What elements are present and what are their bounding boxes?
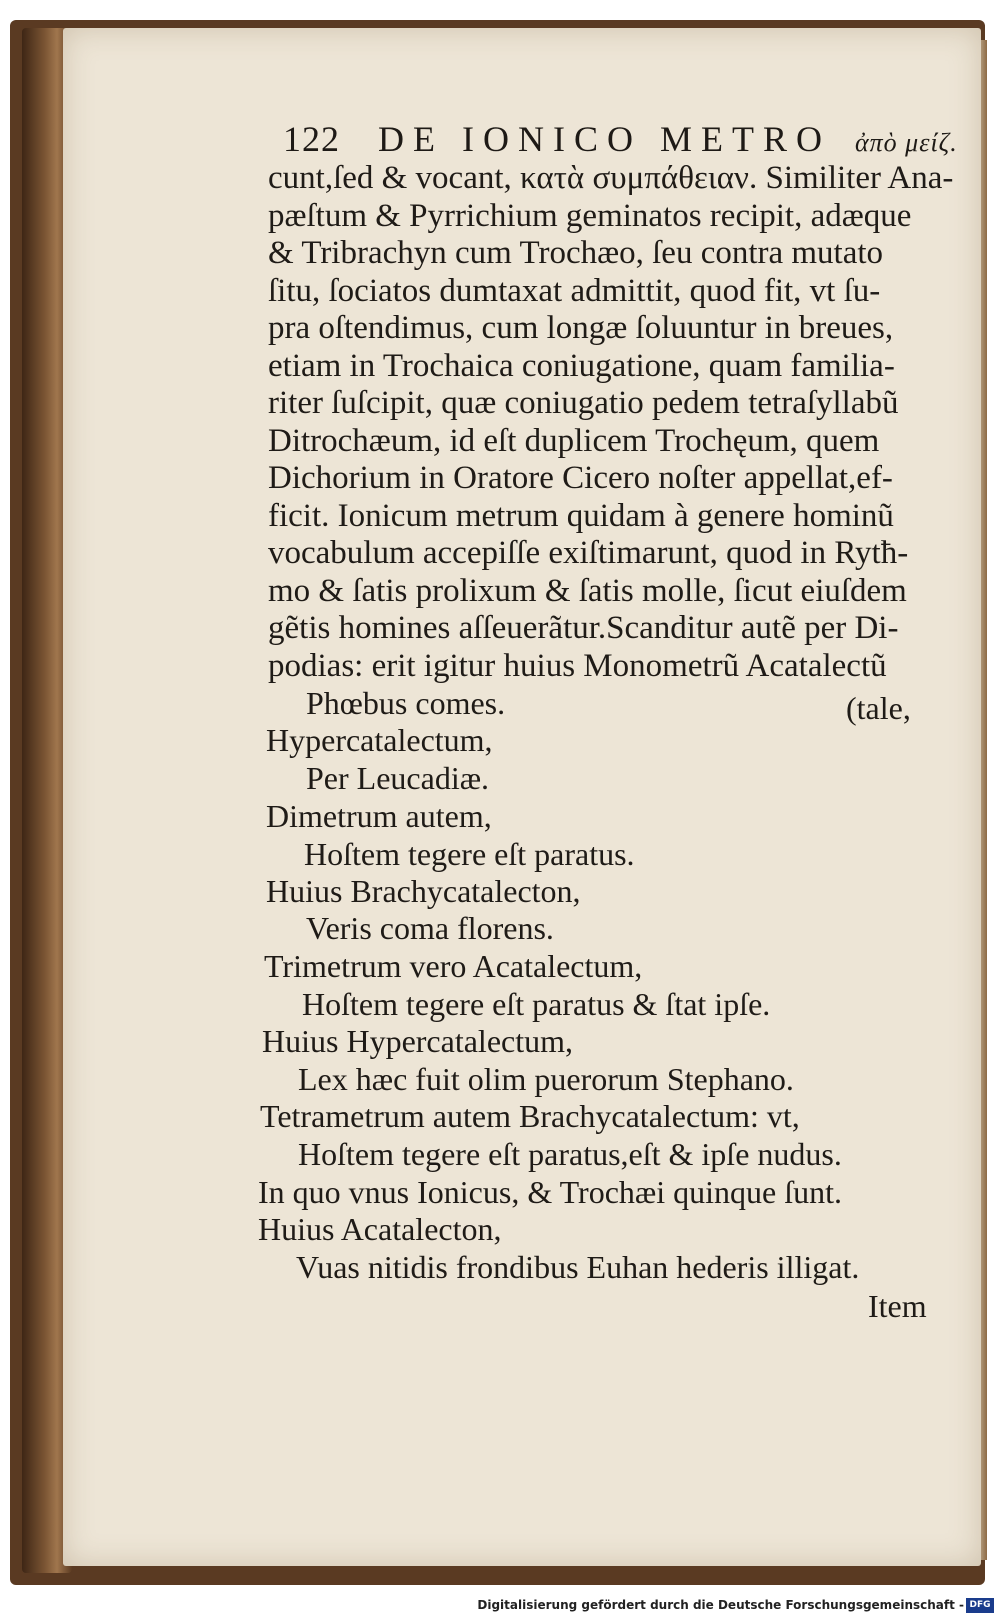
prose-line: & Tribrachyn cum Trochæo, ſeu contra mutato	[268, 235, 884, 271]
prose-line: podias: erit igitur huius Monometrũ Acatalectũ	[268, 647, 887, 684]
meter-label: Dimetrum autem,	[266, 798, 492, 834]
prose-line: pra oſtendimus, cum longæ ſoluuntur in breues,	[268, 310, 894, 346]
verse-example: Per Leucadiæ.	[306, 760, 490, 796]
prose-line: ficit. Ionicum metrum quidam à genere hominũ	[268, 497, 894, 534]
prose-line: riter ſuſcipit, quæ coniugatio pedem tetraſyllabũ	[268, 385, 899, 421]
verse-example: Lex hæc fuit olim puerorum Stephano.	[298, 1061, 794, 1097]
dfg-logo: DFG	[966, 1598, 994, 1613]
footer-bar	[0, 1595, 1000, 1620]
prose-line: vocabulum accepiſſe exiſtimarunt, quod in Rytħ-	[268, 535, 909, 571]
prose-line: cunt,ſed & vocant, κατὰ συμπάθειαν. Similiter Ana-	[268, 160, 954, 196]
verse-example: Phœbus comes.	[306, 685, 506, 721]
prose-line: Ditrochæum, id eſt duplicem Trochęum, quem	[268, 422, 880, 459]
prose-line: mo & ſatis prolixum & ſatis molle, ſicut eiuſdem	[268, 572, 907, 609]
meter-label: Hypercatalectum,	[266, 722, 493, 758]
prose-line: pæſtum & Pyrrichium geminatos recipit, adæque	[268, 197, 912, 234]
meter-label: Huius Acatalecton,	[258, 1211, 502, 1247]
prose-line: etiam in Trochaica coniugatione, quam familia-	[268, 347, 895, 384]
verse-example: Hoſtem tegere eſt paratus.	[304, 836, 635, 872]
meter-label: Tetrametrum autem Brachycatalectum: vt,	[260, 1098, 800, 1134]
catchword: Item	[868, 1288, 927, 1324]
verse-example: Hoſtem tegere eſt paratus & ſtat ipſe.	[302, 986, 771, 1022]
verse-example: Vuas nitidis frondibus Euhan hederis illigat.	[296, 1249, 860, 1285]
verse-example: Hoſtem tegere eſt paratus,eſt & ipſe nudus.	[298, 1136, 842, 1172]
prose-line: ſitu, ſociatos dumtaxat admittit, quod fit, vt ſu-	[268, 272, 881, 309]
running-head	[283, 118, 958, 162]
meter-label: Huius Brachycatalecton,	[266, 873, 581, 909]
running-title-greek: ἀπὸ μείζ.	[854, 128, 958, 157]
prose-line: gẽtis homines aſſeuerãtur.Scanditur autẽ per Di-	[268, 610, 899, 646]
meter-label: Huius Hypercatalectum,	[262, 1023, 573, 1059]
running-title: DE IONICO METRO	[378, 119, 831, 159]
funding-credit: Digitalisierung gefördert durch die Deutsche Forschungsgemeinschaft -	[477, 1598, 964, 1612]
verse-example: Veris coma florens.	[306, 910, 554, 946]
page-number: 122	[283, 119, 340, 159]
turnover-word: (tale,	[846, 690, 911, 726]
meter-label: Trimetrum vero Acatalectum,	[264, 948, 643, 984]
prose-line: Dichorium in Oratore Cicero noſter appellat,ef-	[268, 460, 893, 496]
meter-label: In quo vnus Ionicus, & Trochæi quinque ſunt.	[258, 1174, 843, 1210]
prose-block	[268, 160, 954, 685]
